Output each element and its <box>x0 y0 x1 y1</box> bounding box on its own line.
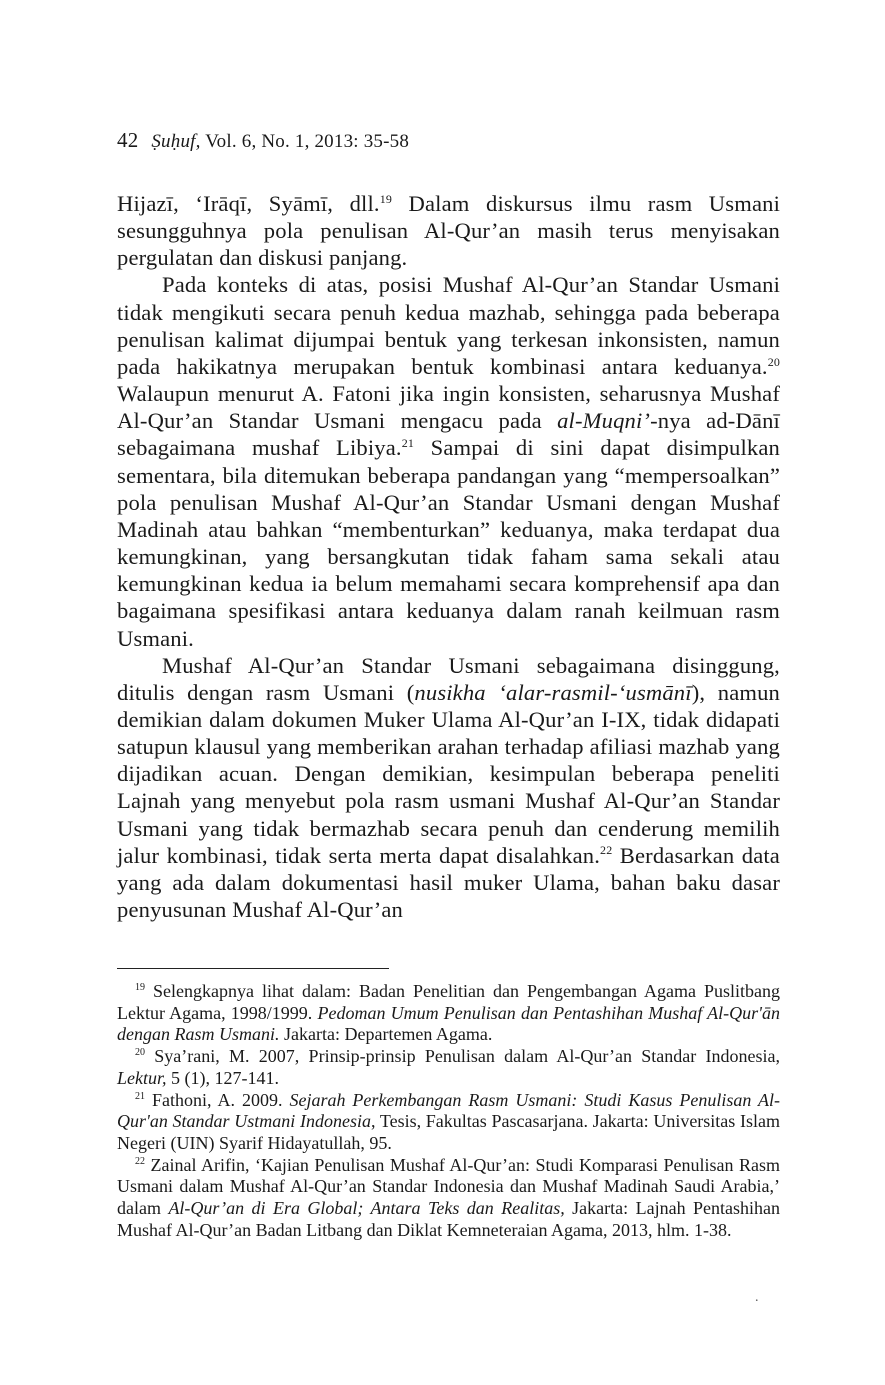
footnote-19: $^{19}$ Selengkapnya lihat dalam: Badan Penelitian dan Pengembangan Agama Puslitbang Lektur Agama, 1998/1999. Pedoman Umum Penulisan dan Pentashihan Mushaf Al-Qur'ān dengan Rasm Usmani. Jakarta: Departemen Agama. <box>117 981 780 1045</box>
journal-name: Ṣuḥuf, <box>151 131 201 152</box>
footnote-21: $^{21}$ Fathoni, A. 2009. Sejarah Perkembangan Rasm Usmani: Studi Kasus Penulisan Al-Qur'an Standar Ustmani Indonesia, Tesis, Fakultas Pascasarjana. Jakarta: Universitas Islam Negeri (UIN) Syarif Hidayatullah, 95. <box>117 1089 780 1153</box>
footnote-ref-20: 20 <box>767 354 780 369</box>
journal-citation: Vol. 6, No. 1, 2013: 35-58 <box>205 131 410 152</box>
body-text <box>117 190 780 923</box>
footnote-divider <box>117 968 389 969</box>
italic-title: al-Muqni’ <box>557 408 651 434</box>
footnote-ref-19: 19 <box>379 191 393 206</box>
italic-term: nusikha ‘alar-rasmil-‘usmānī <box>414 679 692 705</box>
page-number: 42 <box>117 128 139 152</box>
footnote-ref-21: 21 <box>401 436 414 451</box>
paragraph-2: Pada konteks di atas, posisi Mushaf Al-Qur’an Standar Usmani tidak mengikuti secara penuh kedua mazhab, sehingga pada beberapa penulisan kalimat dijumpai bentuk yang terkesan inkonsisten, namun pada hakikatnya merupakan bentuk kombinasi antara keduanya.$^{20}$ Walaupun menurut A. Fatoni jika ingin konsisten, seharusnya Mushaf Al-Qur’an Standar Usmani mengacu pada al-Muqni’-nya ad-Dānī sebagaimana mushaf Libiya.$^{21}$ Sampai di sini dapat disimpulkan sementara, bila ditemukan beberapa pandangan yang “mempersoalkan” pola penulisan Mushaf Al-Qur’an Standar Usmani dengan Mushaf Madinah atau bahkan “membenturkan” keduanya, maka terdapat dua kemungkinan, yang bersangkutan tidak faham sama sekali atau kemungkinan kedua ia belum memahami secara komprehensif apa dan bagaimana spesifikasi antara keduanya dalam ranah keilmuan rasm Usmani. <box>117 272 780 651</box>
running-header <box>117 128 409 153</box>
footnote-ref-22: 22 <box>600 843 613 858</box>
paragraph-1: Hijazī, ‘Irāqī, Syāmī, dll.$^{19}$ Dalam diskursus ilmu rasm Usmani sesungguhnya pola penulisan Al-Qur’an masih terus menyisakan pergulatan dan diskusi panjang. <box>117 191 780 271</box>
stray-mark: . <box>755 1290 759 1305</box>
paragraph-3: Mushaf Al-Qur’an Standar Usmani sebagaimana disinggung, ditulis dengan rasm Usmani (nusikha ‘alar-rasmil-‘usmānī), namun demikian dalam dokumen Muker Ulama Al-Qur’an I-IX, tidak didapati satupun klausul yang memberikan arahan terhadap afiliasi mazhab yang dijadikan acuan. Dengan demikian, kesimpulan beberapa peneliti Lajnah yang menyebut pola rasm usmani Mushaf Al-Qur’an Standar Usmani yang tidak bermazhab secara penuh dan cenderung memilih jalur kombinasi, tidak serta merta dapat disalahkan.$^{22}$ Berdasarkan data yang ada dalam dokumentasi hasil muker Ulama, bahan baku dasar penyusunan Mushaf Al-Qur’an <box>117 652 780 923</box>
footnote-20: $^{20}$ Sya’rani, M. 2007, Prinsip-prinsip Penulisan dalam Al-Qur’an Standar Indonesia, Lektur, 5 (1), 127-141. <box>117 1046 780 1088</box>
footnote-22: $^{22}$ Zainal Arifin, ‘Kajian Penulisan Mushaf Al-Qur’an: Studi Komparasi Penulisan Rasm Usmani dalam Mushaf Al-Qur’an Standar Indonesia dan Mushaf Madinah Saudi Arabia,’ dalam Al-Qur’an di Era Global; Antara Teks dan Realitas, Jakarta: Lajnah Pentashihan Mushaf Al-Qur’an Badan Litbang dan Diklat Kemneteraian Agama, 2013, hlm. 1-38. <box>117 1154 781 1240</box>
footnotes <box>117 981 780 1241</box>
